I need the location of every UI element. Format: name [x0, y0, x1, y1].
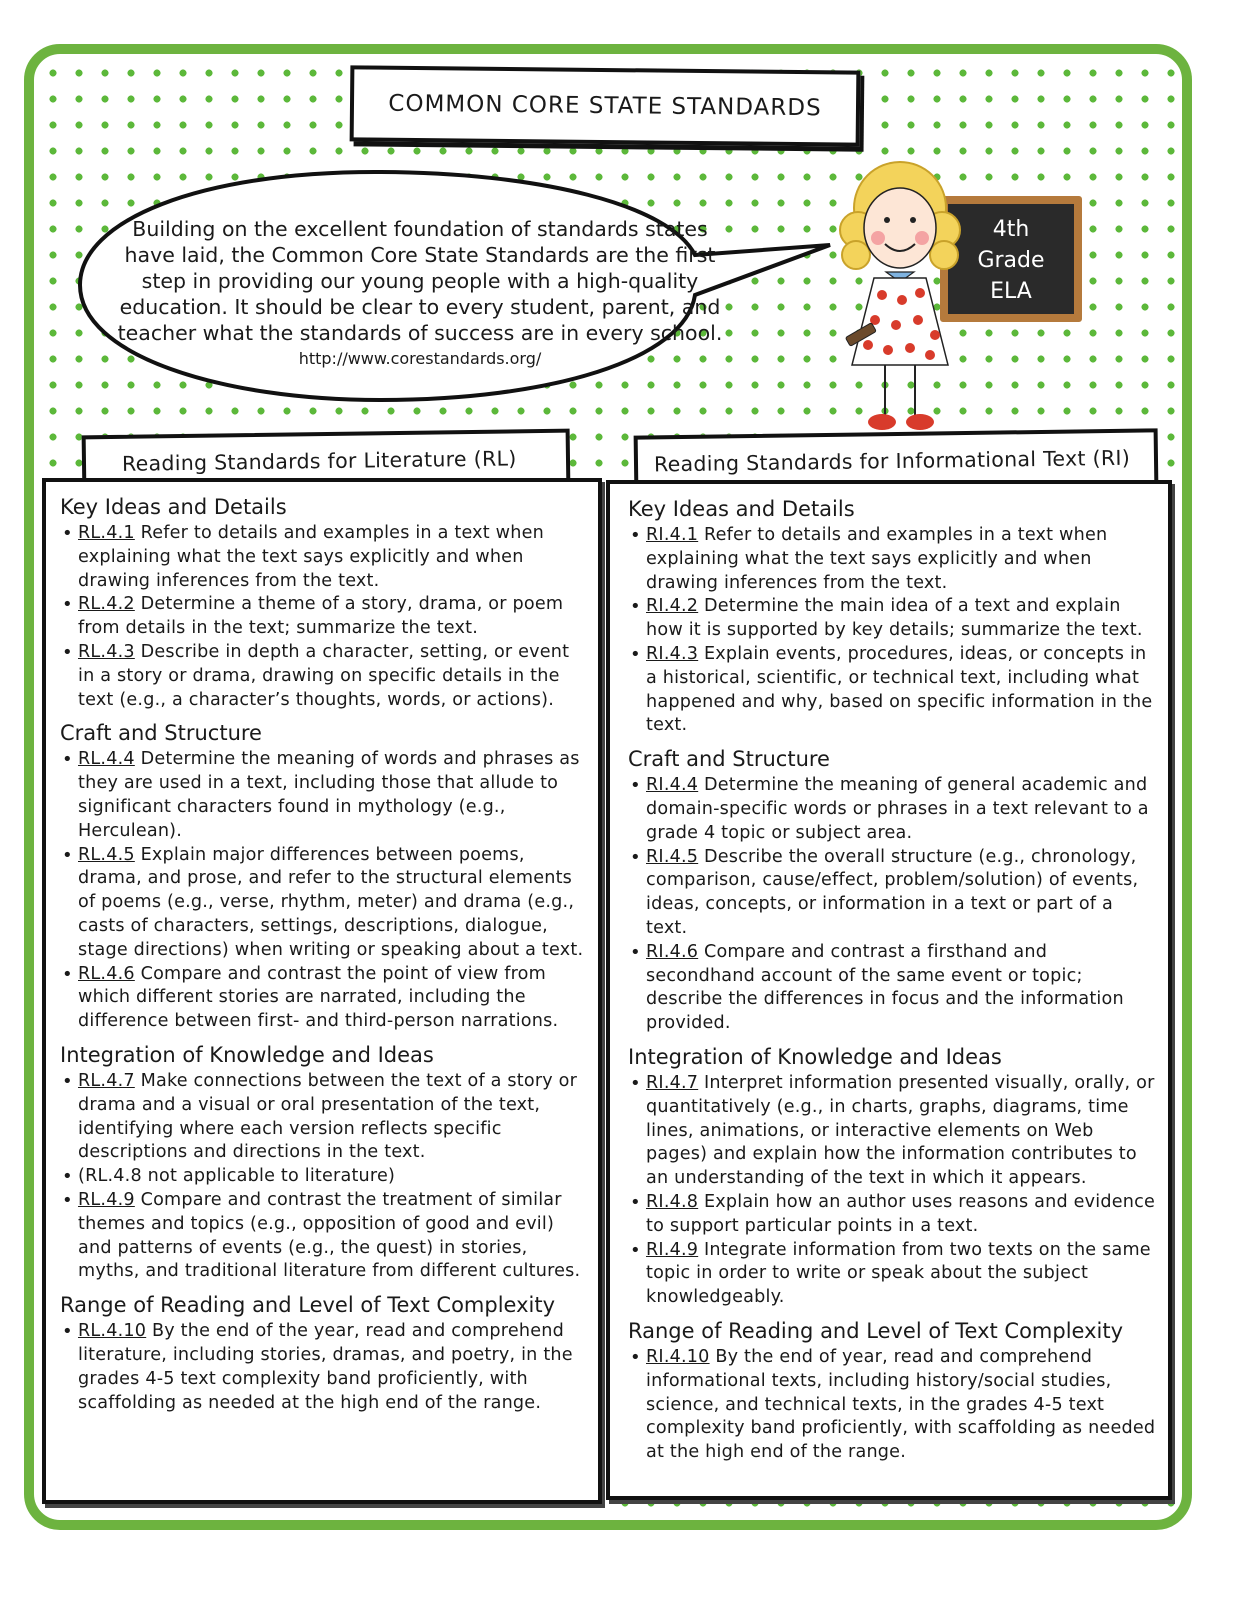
chalkboard-line: Grade — [977, 248, 1045, 273]
standard-code: RI.4.7 — [646, 1072, 699, 1093]
section-heading: Integration of Knowledge and Ideas — [628, 1044, 1002, 1069]
list-item: • RL.4.1 Refer to details and examples in a text when explaining what the text says explicitly and when drawing inferences from the text. — [60, 522, 588, 593]
quote-source-url[interactable]: http://www.corestandards.org/ — [298, 349, 542, 368]
list-item: • RI.4.7 Interpret information presented visually, orally, or quantitatively (e.g., in charts, graphs, diagrams, time lines, animations, or interactive elements on Web pages) and explain how the information contributes to an understanding of the text in which it appears. — [628, 1072, 1158, 1191]
standard-code: RL.4.10 — [78, 1321, 147, 1342]
standards-list — [60, 1320, 588, 1415]
standard-code: RI.4.5 — [646, 846, 699, 867]
standards-list — [628, 774, 1158, 1036]
section-heading: Craft and Structure — [60, 721, 262, 746]
tab-literature: Reading Standards for Literature (RL) — [82, 429, 571, 494]
list-item: • RI.4.9 Integrate information from two texts on the same topic in order to write or speak about the subject knowledgeably. — [628, 1239, 1158, 1310]
list-item: • RI.4.4 Determine the meaning of general academic and domain-specific words or phrases in a text relevant to a grade 4 topic or subject area. — [628, 774, 1158, 845]
list-item: • RI.4.1 Refer to details and examples in a text when explaining what the text says explicitly and when drawing inferences from the text. — [628, 524, 1158, 595]
standards-list — [628, 1346, 1158, 1465]
standard-code: RI.4.4 — [646, 775, 699, 796]
section-heading: Integration of Knowledge and Ideas — [60, 1042, 434, 1067]
list-item: • RI.4.3 Explain events, procedures, ideas, or concepts in a historical, scientific, or technical text, including what happened and why, based on specific information in the text. — [628, 643, 1158, 738]
standard-code: RI.4.3 — [646, 643, 699, 664]
section-heading: Range of Reading and Level of Text Complexity — [628, 1318, 1124, 1343]
standards-list — [60, 522, 588, 712]
chalkboard-line: ELA — [990, 279, 1032, 304]
standards-list — [60, 1070, 588, 1284]
standard-code: RL.4.7 — [78, 1070, 135, 1091]
section-heading: Craft and Structure — [628, 747, 830, 772]
section-heading: Range of Reading and Level of Text Complexity — [60, 1293, 556, 1318]
standards-list — [628, 524, 1158, 738]
list-item: • RI.4.2 Determine the main idea of a text and explain how it is supported by key details; summarize the text. — [628, 595, 1158, 643]
standards-list — [60, 748, 588, 1034]
tab-informational-text: Reading Standards for Informational Text (RI) — [634, 428, 1159, 493]
chalkboard-line: 4th — [992, 217, 1030, 242]
standard-code: RI.4.9 — [646, 1239, 699, 1260]
list-item: • RL.4.3 Describe in depth a character, setting, or event in a story or drama, drawing on specific details in the text (e.g., a character’s thoughts, words, or actions). — [60, 641, 588, 712]
quote-text: Building on the excellent foundation of standards states have laid, the Common Core State Standards are the first step in providing our young people with a high-quality education. It should be clear to every student, parent, and teacher what the standards of success are in every school. — [117, 217, 723, 345]
standard-code: RL.4.1 — [78, 523, 135, 543]
standard-code: RL.4.5 — [78, 844, 135, 865]
standard-code: RL.4.6 — [78, 963, 135, 984]
list-item: • RL.4.5 Explain major differences between poems, drama, and prose, and refer to the structural elements of poems (e.g., verse, rhythm, meter) and drama (e.g., casts of characters, settings, descriptions, dialogue, stage directions) when writing or speaking about a text. — [60, 844, 588, 963]
standard-code: RL.4.3 — [78, 641, 135, 662]
speech-bubble — [70, 160, 850, 420]
list-item: • RL.4.4 Determine the meaning of words and phrases as they are used in a text, including those that allude to significant characters found in mythology (e.g., Herculean). — [60, 748, 588, 843]
list-item: • RI.4.6 Compare and contrast a firsthand and secondhand account of the same event or topic; describe the differences in focus and the information provided. — [628, 941, 1158, 1036]
standard-code: RI.4.1 — [646, 525, 699, 545]
section-heading: Key Ideas and Details — [60, 495, 287, 519]
list-item: • RI.4.10 By the end of year, read and comprehend informational texts, including history/social studies, science, and technical texts, in the grades 4-5 text complexity band proficiently, with scaffolding as needed at the high end of the range. — [628, 1346, 1158, 1465]
list-item: • RI.4.8 Explain how an author uses reasons and evidence to support particular points in a text. — [628, 1191, 1158, 1239]
standards-list — [628, 1072, 1158, 1310]
page-title: COMMON CORE STATE STANDARDS — [350, 65, 861, 146]
list-item: • RL.4.2 Determine a theme of a story, drama, or poem from details in the text; summarize the text. — [60, 593, 588, 641]
standard-code: RI.4.2 — [646, 596, 699, 617]
list-item: • (RL.4.8 not applicable to literature) — [60, 1165, 588, 1189]
standard-code: RL.4.2 — [78, 594, 135, 615]
list-item: • RL.4.10 By the end of the year, read and comprehend literature, including stories, dramas, and poetry, in the grades 4-5 text complexity band proficiently, with scaffolding as needed at the high end of the range. — [60, 1320, 588, 1415]
girl-illustration — [830, 160, 970, 435]
list-item: • RI.4.5 Describe the overall structure (e.g., chronology, comparison, cause/effect, problem/solution) of events, ideas, concepts, or information in a text or part of a text. — [628, 846, 1158, 941]
informational-standards-panel — [606, 480, 1172, 1500]
standard-code: RI.4.6 — [646, 941, 699, 962]
standard-code: RL.4.9 — [78, 1189, 135, 1210]
literature-standards-panel — [42, 478, 602, 1504]
section-heading: Key Ideas and Details — [628, 497, 855, 521]
standard-code: RI.4.10 — [646, 1346, 710, 1367]
list-item: • RL.4.9 Compare and contrast the treatment of similar themes and topics (e.g., opposition of good and evil) and patterns of events (e.g., the quest) in stories, myths, and traditional literature from different cultures. — [60, 1189, 588, 1284]
standard-code: RI.4.8 — [646, 1191, 699, 1212]
list-item: • RL.4.7 Make connections between the text of a story or drama and a visual or oral presentation of the text, identifying where each version reflects specific descriptions and directions in the text. — [60, 1070, 588, 1165]
list-item: • RL.4.6 Compare and contrast the point of view from which different stories are narrated, including the difference between first- and third-person narrations. — [60, 963, 588, 1034]
standard-code: RL.4.4 — [78, 749, 135, 770]
